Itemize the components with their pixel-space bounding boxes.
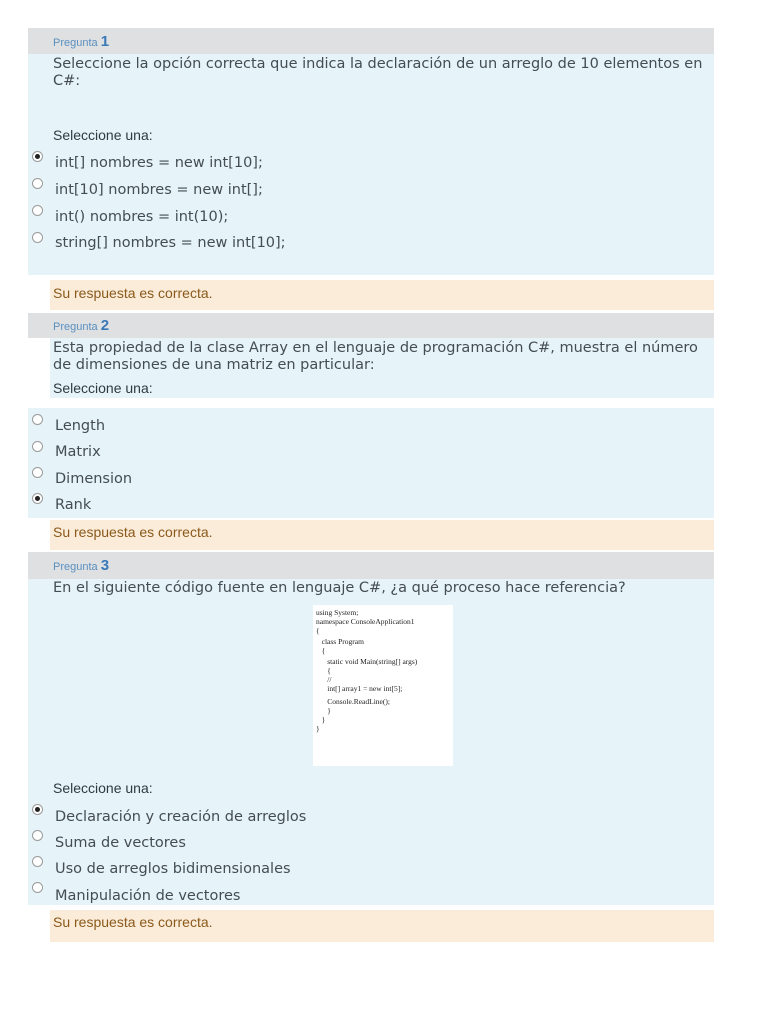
question-3-feedback: Su respuesta es correcta. [53,914,213,930]
code-line: } [316,715,326,724]
q3-option-3-radio[interactable] [32,856,43,867]
q1-option-2-radio[interactable] [32,178,43,189]
q1-option-1-radio[interactable] [32,151,43,162]
question-2-text: Esta propiedad de la clase Array en el lenguaje de programación C#, muestra el número de dimensiones de una matriz en particular: [53,340,698,373]
question-1-label: Pregunta 1 [53,33,110,50]
q1-option-2-label[interactable]: int[10] nombres = new int[]; [55,182,263,198]
question-3-number: 3 [100,557,110,574]
q3-option-1-label[interactable]: Declaración y creación de arreglos [55,809,307,825]
q1-option-3-label[interactable]: int() nombres = int(10); [55,209,229,225]
q3-option-4-label[interactable]: Manipulación de vectores [55,888,241,904]
q2-option-1-label[interactable]: Length [55,418,106,434]
code-line: } [316,724,320,733]
question-3-select-label: Seleccione una: [53,780,153,796]
question-3-text: En el siguiente código fuente en lenguaje C#, ¿a qué proceso hace referencia? [53,580,626,596]
q1-option-4-radio[interactable] [32,232,43,243]
code-line: static void Main(string[] args) [316,657,418,666]
code-line: { [316,666,331,675]
question-2-header [28,313,714,338]
question-2-answers [28,408,714,518]
q2-option-4-label[interactable]: Rank [55,497,92,513]
question-3-label: Pregunta 3 [53,557,110,574]
code-line: { [316,646,326,655]
q3-option-1-radio[interactable] [32,804,43,815]
q3-option-3-label[interactable]: Uso de arreglos bidimensionales [55,861,291,877]
question-2-select-label: Seleccione una: [53,380,153,396]
question-2-feedback: Su respuesta es correcta. [53,524,213,540]
question-1-feedback: Su respuesta es correcta. [53,285,213,301]
code-line: // [316,675,332,684]
code-image [313,605,453,766]
q2-option-4-radio[interactable] [32,493,43,504]
code-line: Console.ReadLine(); [316,697,390,706]
question-1-number: 1 [100,33,110,50]
code-line: } [316,706,331,715]
q2-option-3-label[interactable]: Dimension [55,471,133,487]
q3-option-2-label[interactable]: Suma de vectores [55,835,186,851]
q2-option-1-radio[interactable] [32,414,43,425]
code-line: int[] array1 = new int[5]; [316,684,403,693]
question-2-label: Pregunta 2 [53,317,110,334]
question-1-header [28,28,714,54]
code-line: using System; [316,608,359,617]
code-line: class Program [316,637,364,646]
q2-option-3-radio[interactable] [32,467,43,478]
q2-option-2-radio[interactable] [32,441,43,452]
q1-option-1-label[interactable]: int[] nombres = new int[10]; [55,155,263,171]
question-2-number: 2 [100,317,110,334]
code-line: { [316,626,320,635]
q3-option-2-radio[interactable] [32,830,43,841]
q1-option-4-label[interactable]: string[] nombres = new int[10]; [55,235,286,251]
q2-option-2-label[interactable]: Matrix [55,444,101,460]
question-1-select-label: Seleccione una: [53,127,153,143]
question-3-header [28,552,714,579]
question-1-text: Seleccione la opción correcta que indica la declaración de un arreglo de 10 elementos en C#: [53,56,703,89]
q3-option-4-radio[interactable] [32,882,43,893]
q1-option-3-radio[interactable] [32,205,43,216]
code-line: namespace ConsoleApplication1 [316,617,415,626]
